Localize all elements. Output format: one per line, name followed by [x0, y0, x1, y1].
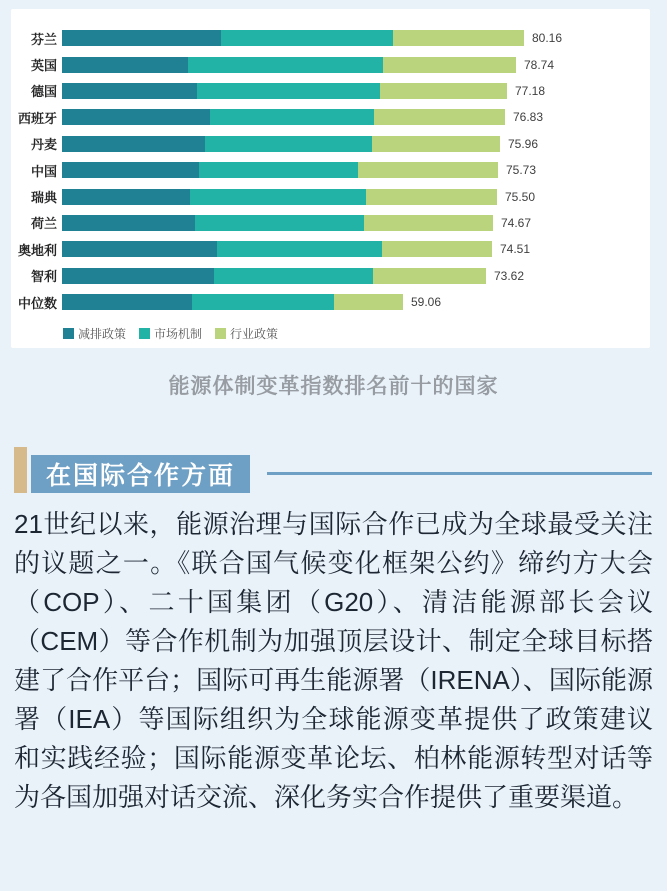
- category-label: 智利: [30, 269, 57, 285]
- category-label: 荷兰: [30, 216, 57, 232]
- bar-segment: [62, 189, 190, 205]
- bar-segment: [366, 189, 497, 205]
- section-title-box: [31, 455, 250, 493]
- chart-row: [11, 51, 650, 77]
- chart-row: [11, 131, 650, 157]
- legend-label: 减排政策: [78, 327, 127, 341]
- section-accent-bar: [14, 447, 27, 493]
- stacked-bar: [62, 215, 493, 231]
- value-label: 77.18: [515, 83, 546, 98]
- category-label: 西班牙: [17, 110, 57, 126]
- value-label: 78.74: [524, 57, 555, 72]
- bar-segment: [199, 162, 358, 178]
- value-label: 75.50: [505, 189, 536, 204]
- section-divider-line: [267, 472, 652, 475]
- legend-label: 行业政策: [230, 327, 279, 341]
- bar-segment: [62, 83, 197, 99]
- value-label: 75.96: [508, 136, 539, 151]
- value-label: 74.67: [501, 215, 532, 230]
- body-paragraph: 21世纪以来，能源治理与国际合作已成为全球最受关注的议题之一。《联合国气候变化框架公约》缔约方大会（COP）、二十国集团（G20）、清洁能源部长会议（CEM）等合作机制为加强顶层设计、制定全球目标搭建了合作平台；国际可再生能源署（IRENA）、国际能源署（IEA）等国际组织为全球能源变革提供了政策建议和实践经验；国际能源变革论坛、柏林能源转型对话等为各国加强对话交流、深化务实合作提供了重要渠道。: [14, 509, 653, 812]
- chart-row: [11, 289, 650, 315]
- stacked-bar: [62, 136, 500, 152]
- bar-segment: [62, 268, 214, 284]
- stacked-bar: [62, 57, 516, 73]
- chart-row: [11, 263, 650, 289]
- category-label: 瑞典: [30, 190, 57, 206]
- category-label: 奥地利: [17, 242, 57, 258]
- value-label: 75.73: [506, 163, 537, 178]
- bar-segment: [195, 215, 364, 231]
- value-label: 76.83: [513, 110, 544, 125]
- bar-segment: [383, 57, 516, 73]
- bar-segment: [62, 109, 210, 125]
- legend-label: 市场机制: [154, 327, 203, 341]
- bar-segment: [205, 136, 372, 152]
- bar-segment: [221, 30, 393, 46]
- stacked-bar: [62, 189, 497, 205]
- bar-segment: [334, 294, 403, 310]
- bar-segment: [62, 57, 188, 73]
- category-label: 芬兰: [30, 31, 57, 47]
- bar-segment: [62, 136, 205, 152]
- category-label: 英国: [30, 58, 57, 74]
- legend-item: [63, 325, 126, 342]
- value-label: 74.51: [500, 242, 531, 257]
- value-label: 73.62: [494, 268, 525, 283]
- category-label: 中国: [30, 163, 57, 179]
- bar-segment: [380, 83, 507, 99]
- bar-segment: [62, 241, 217, 257]
- legend-swatch-icon: [215, 328, 226, 339]
- stacked-bar: [62, 162, 498, 178]
- category-label: 中位数: [17, 295, 57, 311]
- stacked-bar: [62, 30, 524, 46]
- chart-row: [11, 104, 650, 130]
- chart-row: [11, 157, 650, 183]
- legend-item: [215, 325, 278, 342]
- chart-row: [11, 210, 650, 236]
- stacked-bar: [62, 109, 505, 125]
- stacked-bar: [62, 294, 403, 310]
- bar-segment: [214, 268, 373, 284]
- bar-segment: [62, 215, 195, 231]
- bar-segment: [393, 30, 524, 46]
- stacked-bar: [62, 83, 507, 99]
- bar-segment: [372, 136, 500, 152]
- bar-segment: [210, 109, 374, 125]
- bar-segment: [192, 294, 334, 310]
- chart-card: [11, 9, 650, 348]
- bar-segment: [62, 30, 221, 46]
- stacked-bar-chart: [11, 9, 650, 315]
- chart-row: [11, 236, 650, 262]
- bar-segment: [190, 189, 366, 205]
- bar-segment: [364, 215, 493, 231]
- stacked-bar: [62, 241, 492, 257]
- bar-segment: [373, 268, 486, 284]
- chart-legend: [63, 325, 278, 342]
- bar-segment: [217, 241, 382, 257]
- value-label: 59.06: [411, 295, 442, 310]
- legend-item: [139, 325, 202, 342]
- category-label: 德国: [30, 84, 57, 100]
- bar-segment: [374, 109, 505, 125]
- chart-caption: 能源体制变革指数排名前十的国家: [168, 375, 499, 398]
- category-label: 丹麦: [30, 137, 57, 153]
- value-label: 80.16: [532, 31, 563, 46]
- bar-segment: [197, 83, 380, 99]
- section-title: 在国际合作方面: [46, 462, 236, 490]
- chart-row: [11, 183, 650, 209]
- bar-segment: [382, 241, 492, 257]
- chart-row: [11, 78, 650, 104]
- bar-segment: [62, 294, 192, 310]
- bar-segment: [62, 162, 199, 178]
- stacked-bar: [62, 268, 486, 284]
- bar-segment: [358, 162, 498, 178]
- bar-segment: [188, 57, 383, 73]
- chart-row: [11, 25, 650, 51]
- legend-swatch-icon: [63, 328, 74, 339]
- legend-swatch-icon: [139, 328, 150, 339]
